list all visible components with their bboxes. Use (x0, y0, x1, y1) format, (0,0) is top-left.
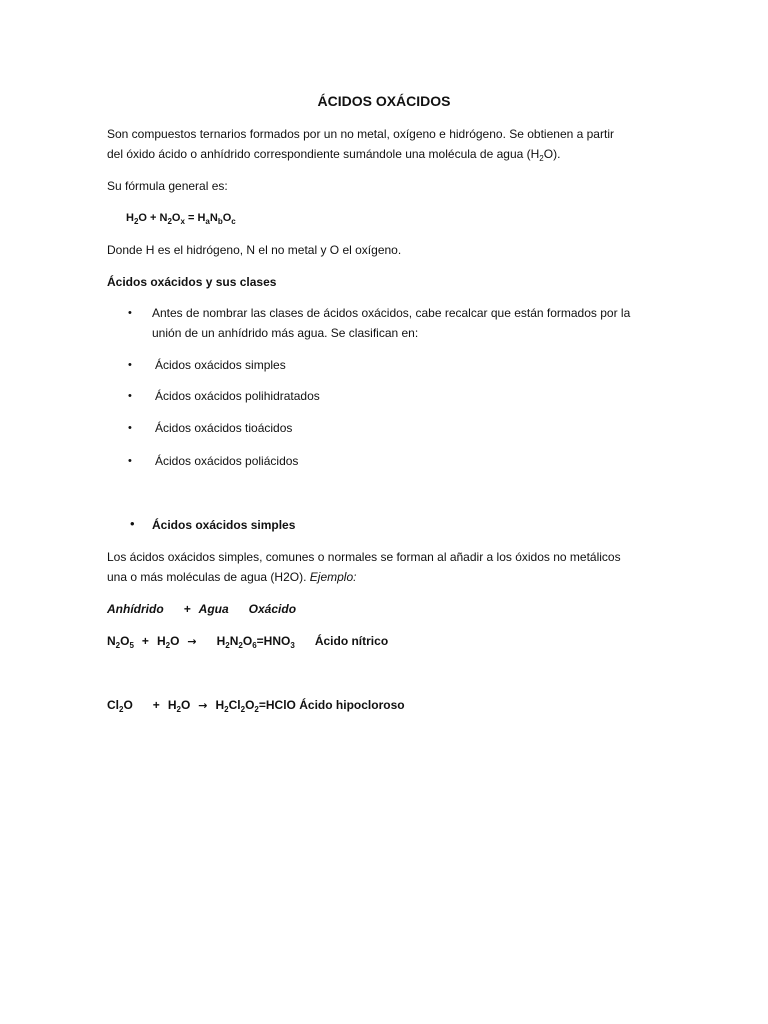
subscript: 2 (224, 705, 229, 714)
formula-part: Cl (228, 698, 241, 712)
subscript: 5 (129, 641, 134, 650)
class-item: Ácidos oxácidos simples (155, 358, 286, 372)
subscript: 2 (133, 217, 139, 226)
formula-intro: Su fórmula general es: (107, 179, 228, 193)
subscript: 2 (539, 154, 544, 163)
formula-part: O (242, 634, 253, 648)
formula-part: O (180, 698, 191, 712)
formula-part: O (170, 634, 180, 648)
subscript: b (217, 217, 223, 226)
bullet-icon: • (128, 359, 132, 371)
subscript: 2 (119, 705, 124, 714)
acid-name: Ácido nítrico (314, 634, 389, 648)
formula-part: N (209, 212, 218, 224)
acid-name: Ácido hipocloroso (299, 698, 405, 712)
formula-part: Cl (107, 698, 119, 712)
subscript: a (205, 217, 210, 226)
subscript: 2 (238, 641, 243, 650)
formula-part: N (229, 634, 239, 648)
bullet-icon: • (128, 390, 132, 402)
subscript: 2 (115, 641, 121, 650)
plus-sign: + (141, 634, 149, 648)
header-anhydride: Anhídrido (107, 602, 164, 616)
formula-part: H (216, 634, 226, 648)
header-water: Agua (198, 602, 229, 616)
formula-part: O (171, 212, 181, 224)
subscript: 2 (254, 705, 259, 714)
header-plus: + (183, 602, 191, 616)
formula-part: =HNO (256, 634, 291, 648)
subscript: 2 (176, 705, 181, 714)
subscript: x (180, 217, 185, 226)
bullet-icon: • (128, 307, 132, 319)
formula-part: H (215, 698, 225, 712)
example-label: Ejemplo: (309, 570, 357, 584)
section-heading: Ácidos oxácidos simples (152, 518, 296, 532)
formula-part: H (167, 698, 177, 712)
subscript: 3 (290, 641, 295, 650)
intro-line-1: Son compuestos ternarios formados por un no metal, oxígeno e hidrógeno. Se obtienen a partir (107, 127, 614, 141)
class-item: Ácidos oxácidos tioácidos (155, 421, 293, 435)
reaction-1 (107, 633, 388, 650)
section-text-line-2 (107, 569, 356, 585)
intro-line-2-end: O). (543, 147, 561, 161)
header-oxacid: Oxácido (248, 602, 297, 616)
intro-line-2 (107, 146, 560, 162)
general-formula (126, 210, 236, 226)
formula-part: O (120, 634, 130, 648)
page-title: ÁCIDOS OXÁCIDOS (317, 93, 451, 109)
arrow-right-icon: → (198, 699, 208, 712)
reaction-header (107, 601, 296, 617)
subscript: 2 (165, 641, 171, 650)
class-item: Ácidos oxácidos polihidratados (155, 389, 320, 403)
section-text: una o más moléculas de agua (H2O). (107, 570, 307, 584)
bullet-icon: • (128, 422, 132, 434)
reaction-2 (107, 697, 405, 714)
formula-part: O (222, 212, 232, 224)
subscript: c (231, 217, 236, 226)
formula-part: =HClO (258, 698, 296, 712)
subscript: 2 (225, 641, 230, 650)
class-item: Ácidos oxácidos poliácidos (155, 454, 299, 468)
bullets-intro-line-1: Antes de nombrar las clases de ácidos oxácidos, cabe recalcar que están formados por la (152, 306, 631, 320)
bullet-icon: • (128, 455, 132, 467)
bullet-icon: • (130, 516, 135, 531)
subscript: 2 (167, 217, 172, 226)
bullets-intro-line-2: unión de un anhídrido más agua. Se clasifican en: (152, 326, 419, 340)
formula-part: O (123, 698, 133, 712)
plus-sign: + (152, 698, 160, 712)
formula-part: H (156, 634, 166, 648)
intro-line-2-text: del óxido ácido o anhídrido correspondiente sumándole una molécula de agua (H (107, 147, 540, 161)
formula-part: H (126, 212, 134, 224)
formula-part: N (107, 634, 116, 648)
subscript: 2 (240, 705, 246, 714)
formula-part: = H (184, 212, 206, 224)
arrow-right-icon: → (187, 635, 197, 648)
classes-heading: Ácidos oxácidos y sus clases (107, 275, 277, 289)
section-text-line-1: Los ácidos oxácidos simples, comunes o normales se forman al añadir a los óxidos no metálicos (107, 550, 621, 564)
formula-part: O (245, 698, 255, 712)
formula-part: O + N (138, 212, 168, 224)
subscript: 6 (252, 641, 257, 650)
formula-legend: Donde H es el hidrógeno, N el no metal y O el oxígeno. (107, 243, 402, 257)
